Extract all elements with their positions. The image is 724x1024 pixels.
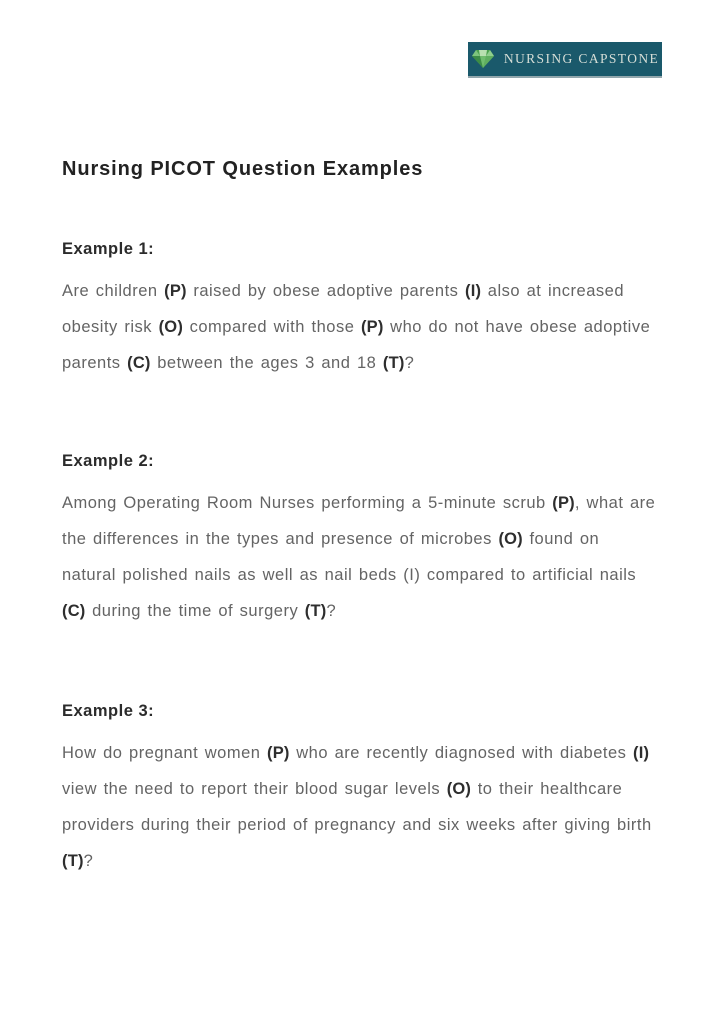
question-text: ?: [404, 354, 415, 372]
picot-letter: (P): [552, 494, 575, 512]
question-text: found on natural polished nails as well as nail beds (I) compared to artificial nails: [62, 530, 637, 584]
question-text: to their healthcare providers during their period of pregnancy and six weeks after giving birth: [62, 780, 652, 834]
picot-letter: (I): [465, 282, 482, 300]
question-text: also at increased obesity risk: [62, 282, 625, 336]
question-text: view the need to report their blood sugar levels: [62, 780, 447, 798]
question-text: ?: [326, 602, 337, 620]
question-text: between the ages 3 and 18: [150, 354, 383, 372]
picot-letter: (T): [382, 354, 405, 372]
picot-letter: (I): [633, 744, 650, 762]
example-2-question: [62, 485, 656, 629]
picot-letter: (O): [498, 530, 523, 548]
question-text: Among Operating Room Nurses performing a 5-minute scrub: [62, 494, 553, 512]
example-3-section: [62, 702, 656, 879]
logo-text: NURSING CAPSTONE: [503, 51, 660, 66]
question-text: , what are the differences in the types and presence of microbes: [62, 494, 656, 548]
picot-letter: (O): [446, 780, 472, 798]
picot-letter: (P): [360, 318, 384, 336]
picot-letter: (C): [127, 354, 151, 372]
picot-letter: (P): [267, 744, 290, 762]
picot-letter: (C): [62, 602, 86, 620]
picot-letter: (O): [158, 318, 184, 336]
question-text: How do pregnant women: [62, 744, 268, 762]
picot-letter: (P): [164, 282, 187, 300]
example-2-heading: Example 2:: [62, 452, 155, 470]
example-1-heading: Example 1:: [62, 240, 155, 258]
nursing-capstone-logo: [468, 42, 662, 76]
diamond-icon: [471, 49, 495, 69]
example-3-question: [62, 735, 656, 879]
example-2-section: [62, 452, 656, 629]
question-text: Are children: [62, 282, 165, 300]
question-text: compared with those: [183, 318, 361, 336]
page-title: Nursing PICOT Question Examples: [62, 158, 424, 180]
question-text: who are recently diagnosed with diabetes: [289, 744, 633, 762]
question-text: who do not have obese adoptive parents: [62, 318, 651, 372]
picot-letter: (T): [62, 852, 84, 870]
example-1-section: [62, 240, 656, 381]
example-3-heading: Example 3:: [62, 702, 155, 720]
question-text: raised by obese adoptive parents: [186, 282, 465, 300]
picot-letter: (T): [304, 602, 327, 620]
example-1-question: [62, 273, 656, 381]
question-text: ?: [83, 852, 94, 870]
question-text: during the time of surgery: [85, 602, 305, 620]
